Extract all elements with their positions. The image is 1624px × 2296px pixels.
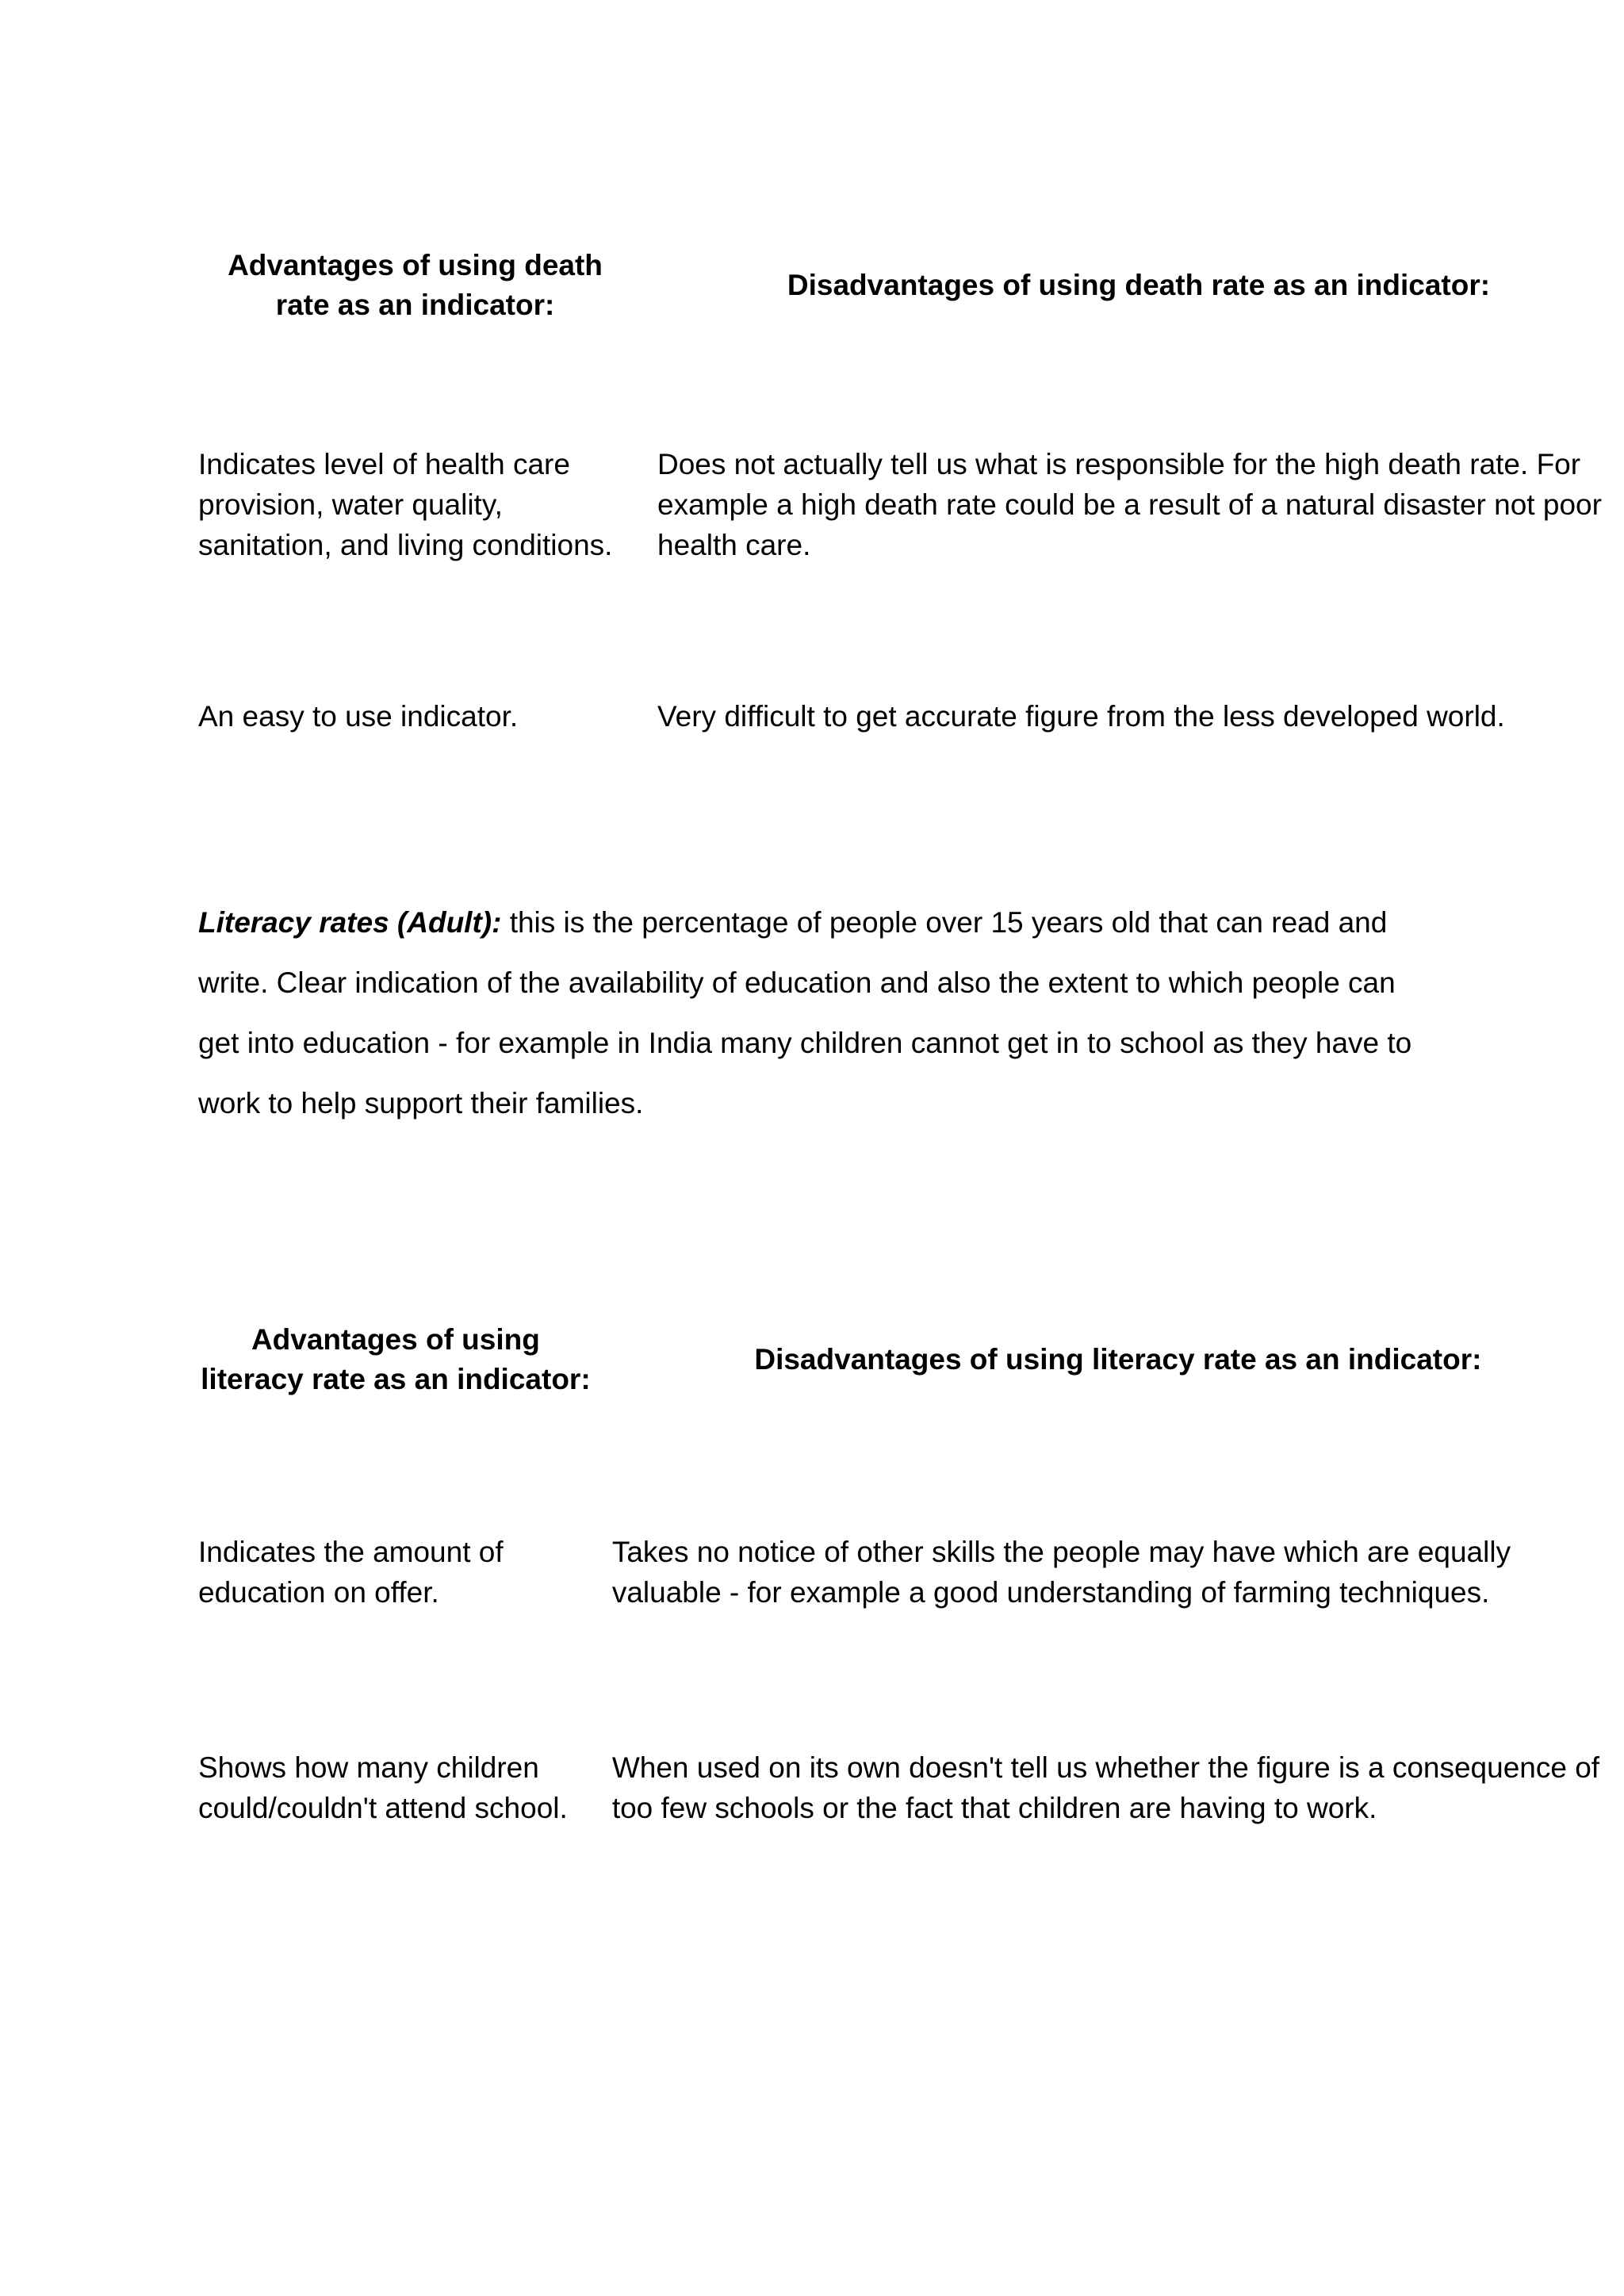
advantage-cell: An easy to use indicator. xyxy=(198,699,519,733)
advantages-header: Advantages of using death rate as an indicator: xyxy=(228,249,603,321)
advantage-cell: Shows how many children could/couldn't attend school. xyxy=(198,1751,568,1824)
literacy-description: this is the percentage of people over 15 years old that can read and write. Clear indication of the availability of education and also the extent to which people can get into education - for example in India many children cannot get in to school as they have to work to help support their families. xyxy=(198,906,1412,1119)
disadvantage-cell: Does not actually tell us what is responsible for the high death rate. For example a high death rate could be a result of a natural disaster not poor health care. xyxy=(657,448,1602,561)
table-row xyxy=(198,1510,1624,1633)
literacy-paragraph xyxy=(198,893,1435,1134)
literacy-rate-table xyxy=(198,1312,1624,1851)
advantage-cell: Indicates the amount of education on offer. xyxy=(198,1535,504,1609)
table-row xyxy=(198,672,1620,760)
literacy-term: Literacy rates (Adult): xyxy=(198,906,502,939)
disadvantages-header: Disadvantages of using literacy rate as an indicator: xyxy=(754,1343,1482,1376)
disadvantage-cell: Very difficult to get accurate figure from the less developed world. xyxy=(657,699,1505,733)
disadvantages-header: Disadvantages of using death rate as an indicator: xyxy=(787,269,1491,301)
disadvantage-cell: Takes no notice of other skills the people may have which are equally valuable - for example a good understanding of farming techniques. xyxy=(611,1535,1511,1609)
death-rate-table xyxy=(198,238,1620,760)
table-row xyxy=(198,444,1620,565)
advantage-cell: Indicates level of health care provision, water quality, sanitation, and living conditions. xyxy=(198,448,613,561)
table-header-row xyxy=(198,1312,1624,1407)
table-header-row xyxy=(198,238,1620,333)
table-row xyxy=(198,1724,1624,1851)
disadvantage-cell: When used on its own doesn't tell us whether the figure is a consequence of too few schools or the fact that children are having to work. xyxy=(611,1751,1600,1824)
advantages-header: Advantages of using literacy rate as an indicator: xyxy=(201,1323,591,1395)
